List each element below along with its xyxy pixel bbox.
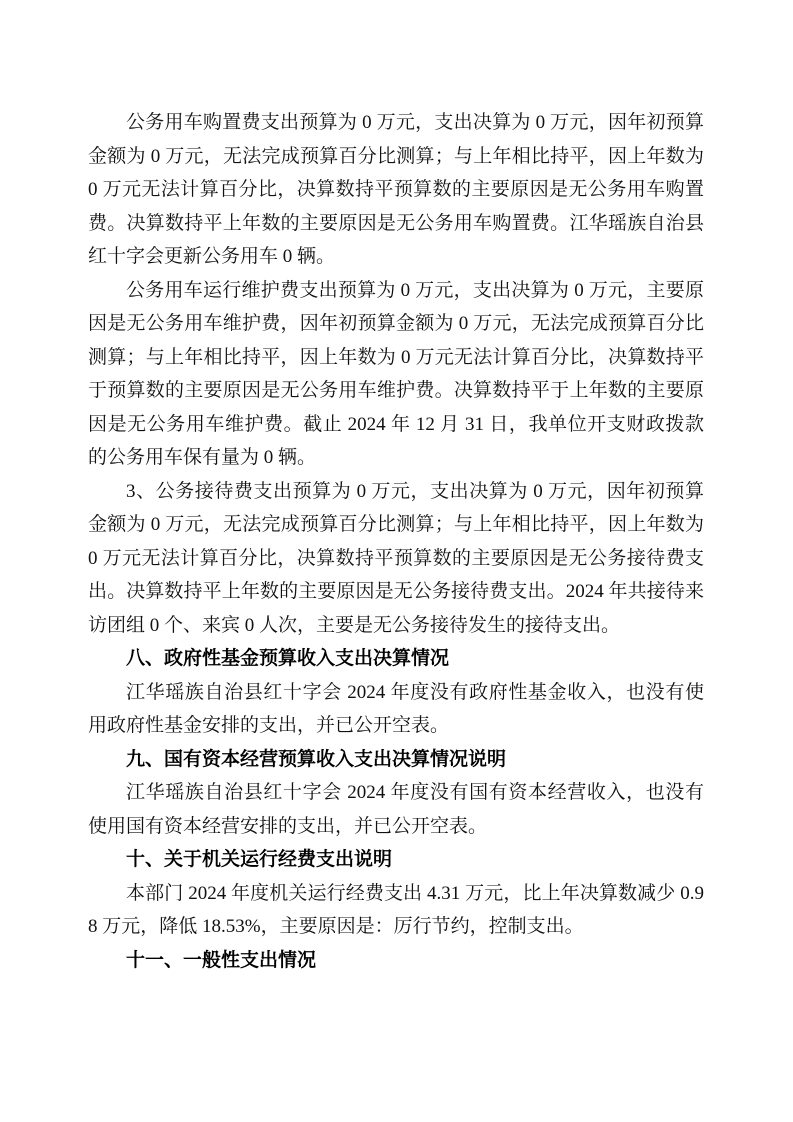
paragraph-vehicle-purchase-expense: 公务用车购置费支出预算为 0 万元，支出决算为 0 万元，因年初预算金额为 0 万元，无法完成预算百分比测算；与上年相比持平，因上年数为 0 万元无法计算百分比，决算数持平预算数的主要原因是无公务用车购置费。决算数持平上年数的主要原因是无公务用车购置费。江华瑶族自治县红十字会更新公务用车 0 辆。: [88, 112, 704, 267]
heading-section-8-government-funds: 八、政府性基金预算收入支出决算情况: [126, 648, 450, 669]
paragraph-vehicle-operation-maintenance: 公务用车运行维护费支出预算为 0 万元，支出决算为 0 万元，主要原因是无公务用车维护费，因年初预算金额为 0 万元，无法完成预算百分比测算；与上年相比持平，因上年数为 0 万元无法计算百分比，决算数持平于预算数的主要原因是无公务用车维护费。决算数持平于上年数的主要原因是无公务用车维护费。截止 2024 年 12 月 31 日，我单位开支财政拨款的公务用车保有量为 0 辆。: [88, 279, 704, 468]
paragraph-agency-operation-statement: 本部门 2024 年度机关运行经费支出 4.31 万元，比上年决算数减少 0.98 万元，降低 18.53%，主要原因是：厉行节约，控制支出。: [88, 882, 704, 937]
heading-section-10-agency-operation: 十、关于机关运行经费支出说明: [126, 849, 393, 870]
paragraph-official-reception-expense: 3、公务接待费支出预算为 0 万元，支出决算为 0 万元，因年初预算金额为 0 万元，无法完成预算百分比测算；与上年相比持平，因上年数为 0 万元无法计算百分比，决算数持平预算数的主要原因是无公务接待费支出。决算数持平上年数的主要原因是无公务接待费支出。2024 年共接待来访团组 0 个、来宾 0 人次，主要是无公务接待发生的接待支出。: [88, 480, 704, 636]
heading-section-11-general-expenditure: 十一、一般性支出情况: [126, 949, 317, 971]
heading-section-9-state-capital: 九、国有资本经营预算收入支出决算情况说明: [126, 748, 507, 770]
paragraph-government-funds-statement: 江华瑶族自治县红十字会 2024 年度没有政府性基金收入，也没有使用政府性基金安排的支出，并已公开空表。: [88, 681, 704, 736]
document-content: [88, 106, 704, 977]
paragraph-state-capital-statement: 江华瑶族自治县红十字会 2024 年度没有国有资本经营收入，也没有使用国有资本经营安排的支出，并已公开空表。: [88, 782, 704, 837]
